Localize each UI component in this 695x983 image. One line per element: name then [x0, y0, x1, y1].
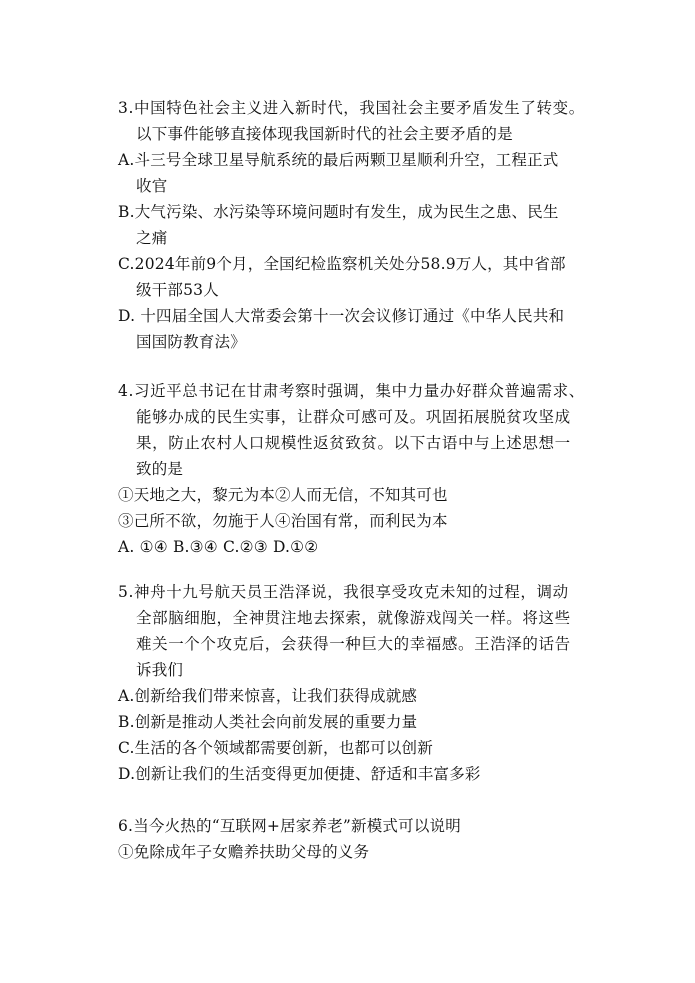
question-3-option-a: A.斗三号全球卫星导航系统的最后两颗卫星顺利升空，工程正式: [118, 151, 559, 169]
question-4-stem: 4.习近平总书记在甘肃考察时强调，集中力量办好群众普遍需求、: [118, 382, 585, 400]
question-3-stem-cont: 以下事件能够直接体现我国新时代的社会主要矛盾的是: [136, 125, 513, 143]
question-5-stem: 5.神舟十九号航天员王浩泽说，我很享受攻克未知的过程，调动: [118, 583, 569, 601]
question-5-option-c: C.生活的各个领域都需要创新，也都可以创新: [118, 739, 433, 757]
question-5-option-a: A.创新给我们带来惊喜，让我们获得成就感: [118, 687, 418, 705]
question-3-stem: 3.中国特色社会主义进入新时代，我国社会主要矛盾发生了转变。: [118, 99, 585, 117]
question-5-stem-cont-1: 全部脑细胞，全神贯注地去探索，就像游戏闯关一样。将这些: [136, 609, 571, 627]
question-4-stem-cont-2: 果，防止农村人口规模性返贫致贫。以下古语中与上述思想一: [136, 434, 571, 452]
question-6-stem: 6.当今火热的“互联网+居家养老”新模式可以说明: [118, 817, 461, 835]
question-3-option-b-cont: 之痛: [136, 229, 168, 247]
question-3-option-d-cont: 国国防教育法》: [136, 333, 246, 351]
question-5-stem-cont-3: 诉我们: [136, 661, 184, 679]
question-6-item-1: ①免除成年子女赡养扶助父母的义务: [118, 843, 370, 861]
question-3-option-c: C.2024年前9个月，全国纪检监察机关处分58.9万人，其中省部: [118, 255, 566, 273]
question-3-option-c-cont: 级干部53人: [136, 281, 219, 299]
question-3-option-b: B.大气污染、水污染等环境问题时有发生，成为民生之患、民生: [118, 203, 559, 221]
question-4-stem-cont-1: 能够办成的民生实事，让群众可感可及。巩固拓展脱贫攻坚成: [136, 408, 571, 426]
question-4-items-1: ①天地之大，黎元为本②人而无信，不知其可也: [118, 486, 448, 504]
question-5-stem-cont-2: 难关一个个攻克后，会获得一种巨大的幸福感。王浩泽的话告: [136, 635, 571, 653]
question-4-options: A. ①④ B.③④ C.②③ D.①②: [118, 538, 319, 556]
question-3-option-a-cont: 收官: [136, 177, 168, 195]
question-4-items-2: ③己所不欲，勿施于人④治国有常，而利民为本: [118, 512, 448, 530]
question-3-option-d: D. 十四届全国人大常委会第十一次会议修订通过《中华人民共和: [118, 307, 565, 325]
question-4-stem-cont-3: 致的是: [136, 460, 184, 478]
question-5-option-b: B.创新是推动人类社会向前发展的重要力量: [118, 713, 418, 731]
question-5-option-d: D.创新让我们的生活变得更加便捷、舒适和丰富多彩: [118, 765, 481, 783]
